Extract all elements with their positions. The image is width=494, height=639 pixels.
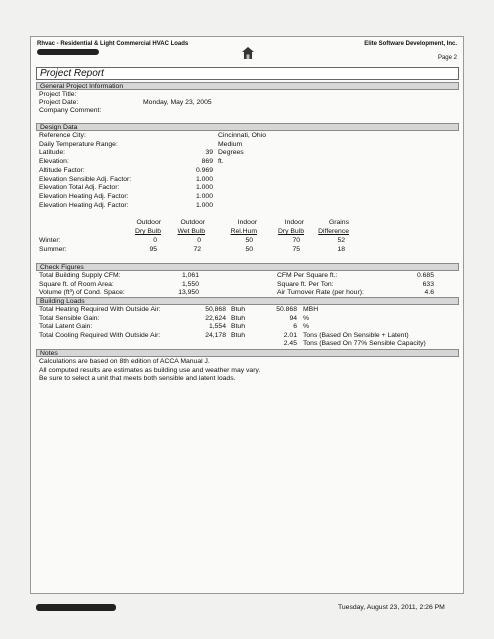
table-subheader: Dry Bulb bbox=[134, 228, 161, 235]
load-label: Total Heating Required With Outside Air: bbox=[39, 306, 161, 313]
app-title: Rhvac - Residential & Light Commercial HVAC Loads bbox=[37, 41, 189, 47]
house-logo-icon bbox=[241, 46, 255, 60]
check-label: Volume (ft³) of Cond. Space: bbox=[39, 289, 125, 296]
load-unit2: Tons (Based On Sensible + Latent) bbox=[303, 331, 409, 339]
check-value: 1,550 bbox=[181, 280, 199, 288]
note-line: All computed results are estimates as building use and weather may vary. bbox=[39, 366, 261, 374]
design-heading: Design Data bbox=[36, 123, 459, 131]
load-value: 1,554 bbox=[208, 323, 226, 330]
design-unit: ft. bbox=[218, 158, 224, 166]
load-value2: 6 bbox=[293, 323, 297, 330]
design-value: 0.969 bbox=[195, 166, 213, 174]
notes-heading: Notes bbox=[36, 349, 459, 357]
load-unit: Btuh bbox=[231, 314, 245, 322]
table-subheader: Difference bbox=[318, 228, 349, 235]
load-unit2: % bbox=[303, 314, 310, 322]
table-row-label: Winter: bbox=[39, 237, 61, 244]
design-value: Medium bbox=[218, 140, 243, 148]
check-value: 13,950 bbox=[178, 289, 199, 296]
load-unit: Btuh bbox=[231, 306, 245, 313]
table-cell: 50 bbox=[245, 246, 253, 253]
check-label: CFM Per Square ft.: bbox=[277, 272, 338, 279]
redacted-name bbox=[37, 49, 99, 55]
loads-heading: Building Loads bbox=[36, 297, 459, 305]
table-cell: 50 bbox=[245, 237, 253, 244]
load-unit2: Tons (Based On 77% Sensible Capacity) bbox=[303, 340, 426, 347]
report-page bbox=[30, 36, 464, 594]
design-value: 1.000 bbox=[195, 175, 213, 183]
load-value2: 2.01 bbox=[283, 331, 297, 339]
table-header: Outdoor bbox=[136, 219, 161, 226]
design-label: Elevation Heating Adj. Factor: bbox=[39, 192, 129, 200]
load-value2: 50.868 bbox=[276, 306, 297, 313]
load-label: Total Latent Gain: bbox=[39, 323, 93, 330]
check-value: 0.685 bbox=[416, 272, 434, 279]
page-number: Page 2 bbox=[437, 55, 457, 61]
load-unit: Btuh bbox=[231, 331, 245, 339]
design-value: 1.000 bbox=[195, 184, 213, 192]
design-label: Elevation Sensible Adj. Factor: bbox=[39, 175, 132, 183]
report-title: Project Report bbox=[40, 68, 104, 79]
design-value: 39 bbox=[205, 149, 213, 157]
check-label: Total Building Supply CFM: bbox=[39, 272, 121, 279]
check-value: 4.6 bbox=[424, 289, 434, 296]
table-row-label: Summer: bbox=[39, 246, 67, 253]
general-heading: General Project Information bbox=[36, 82, 459, 90]
note-line: Calculations are based on 8th edition of ACCA Manual J. bbox=[39, 358, 210, 365]
design-value: Cincinnati, Ohio bbox=[218, 132, 266, 139]
design-unit: Degrees bbox=[218, 149, 244, 157]
general-label: Project Date: bbox=[39, 99, 79, 106]
load-value2: 94 bbox=[289, 314, 297, 322]
design-value: 869 bbox=[201, 158, 213, 166]
table-cell: 0 bbox=[153, 237, 157, 244]
table-header: Indoor bbox=[237, 219, 257, 226]
redacted-footer bbox=[36, 604, 116, 611]
load-value: 24,178 bbox=[205, 331, 226, 339]
load-unit: Btuh bbox=[231, 323, 245, 330]
load-value: 22,624 bbox=[205, 314, 226, 322]
print-timestamp: Tuesday, August 23, 2011, 2:26 PM bbox=[338, 604, 445, 611]
general-label: Project Title: bbox=[39, 91, 77, 98]
load-value: 50,868 bbox=[205, 306, 226, 313]
design-label: Altitude Factor: bbox=[39, 166, 85, 174]
design-label: Daily Temperature Range: bbox=[39, 140, 118, 148]
load-unit2: MBH bbox=[303, 306, 319, 313]
general-label: Company Comment: bbox=[39, 107, 102, 114]
check-label: Square ft. Per Ton: bbox=[277, 280, 334, 288]
design-value: 1.000 bbox=[195, 201, 213, 209]
table-subheader: Dry Bulb bbox=[277, 228, 304, 235]
design-label: Elevation Total Adj. Factor: bbox=[39, 184, 120, 192]
table-cell: 52 bbox=[337, 237, 345, 244]
table-cell: 0 bbox=[197, 237, 201, 244]
check-value: 633 bbox=[422, 280, 434, 288]
table-header: Grains bbox=[328, 219, 349, 226]
load-label: Total Sensible Gain: bbox=[39, 314, 100, 322]
load-label: Total Cooling Required With Outside Air: bbox=[39, 331, 161, 339]
load-unit2: % bbox=[303, 323, 310, 330]
table-header: Outdoor bbox=[180, 219, 205, 226]
table-cell: 75 bbox=[292, 246, 300, 253]
table-cell: 72 bbox=[193, 246, 201, 253]
company-name: Elite Software Development, Inc. bbox=[364, 41, 457, 47]
design-value: 1.000 bbox=[195, 192, 213, 200]
design-label: Elevation Heating Adj. Factor: bbox=[39, 201, 129, 209]
check-heading: Check Figures bbox=[36, 263, 459, 271]
design-label: Reference City: bbox=[39, 132, 86, 139]
table-header: Indoor bbox=[284, 219, 304, 226]
design-label: Latitude: bbox=[39, 149, 66, 157]
check-label: Air Turnover Rate (per hour): bbox=[277, 289, 364, 296]
load-value2: 2.45 bbox=[283, 340, 297, 347]
note-line: Be sure to select a unit that meets both sensible and latent loads. bbox=[39, 375, 236, 382]
table-cell: 95 bbox=[149, 246, 157, 253]
table-cell: 70 bbox=[292, 237, 300, 244]
design-label: Elevation: bbox=[39, 158, 69, 166]
table-subheader: Wet Bulb bbox=[177, 228, 205, 235]
table-cell: 18 bbox=[337, 246, 345, 253]
check-label: Square ft. of Room Area: bbox=[39, 280, 114, 288]
table-subheader: Rel.Hum bbox=[230, 228, 257, 235]
report-title-bar bbox=[36, 67, 459, 80]
check-value: 1,061 bbox=[181, 272, 199, 279]
general-value: Monday, May 23, 2005 bbox=[143, 99, 212, 106]
